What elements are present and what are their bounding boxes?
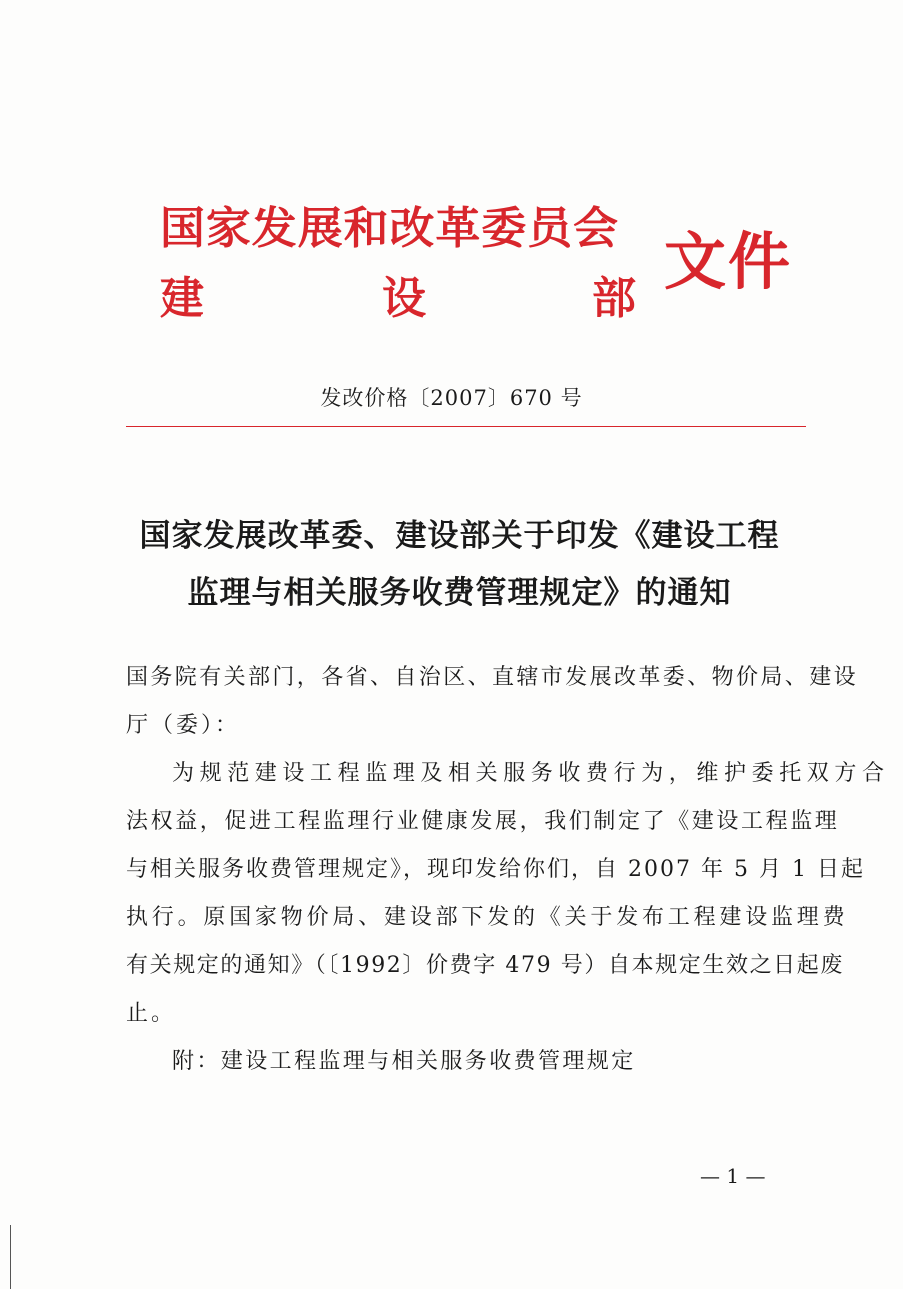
issuing-org-moc-char: 部 [592, 273, 636, 324]
body-line: 法权益，促进工程监理行业健康发展，我们制定了《建设工程监理 [126, 809, 840, 834]
issuing-org-moc-char: 建 [160, 273, 204, 324]
body-line: 有关规定的通知》（〔1992〕价费字 479 号）自本规定生效之日起废 [126, 953, 844, 978]
body-line: 国务院有关部门，各省、自治区、直辖市发展改革委、物价局、建设 [126, 665, 859, 690]
document-title-line-2: 监理与相关服务收费管理规定》的通知 [187, 575, 732, 611]
body-line: 为规范建设工程监理及相关服务收费行为，维护委托双方合 [172, 761, 890, 786]
issuing-org-moc [160, 262, 640, 324]
document-number: 发改价格〔2007〕670 号 [320, 386, 583, 410]
document-title-line-1: 国家发展改革委、建设部关于印发《建设工程 [139, 518, 780, 554]
body-line: 止。 [126, 1001, 177, 1026]
issuing-org-ndrc: 国家发展和改革委员会 [160, 203, 619, 254]
document-type-label: 文件 [664, 225, 793, 298]
scan-edge-mark [10, 1225, 11, 1289]
body-line: 厅（委）： [126, 713, 241, 738]
header-divider [126, 426, 806, 427]
attachment-line: 附：建设工程监理与相关服务收费管理规定 [172, 1049, 636, 1074]
issuing-org-moc-char: 设 [382, 273, 426, 324]
body-line: 与相关服务收费管理规定》，现印发给你们，自 2007 年 5 月 1 日起 [126, 857, 865, 882]
body-line: 执行。原国家物价局、建设部下发的《关于发布工程建设监理费 [126, 905, 849, 930]
page-number: — 1 — [700, 1164, 766, 1188]
